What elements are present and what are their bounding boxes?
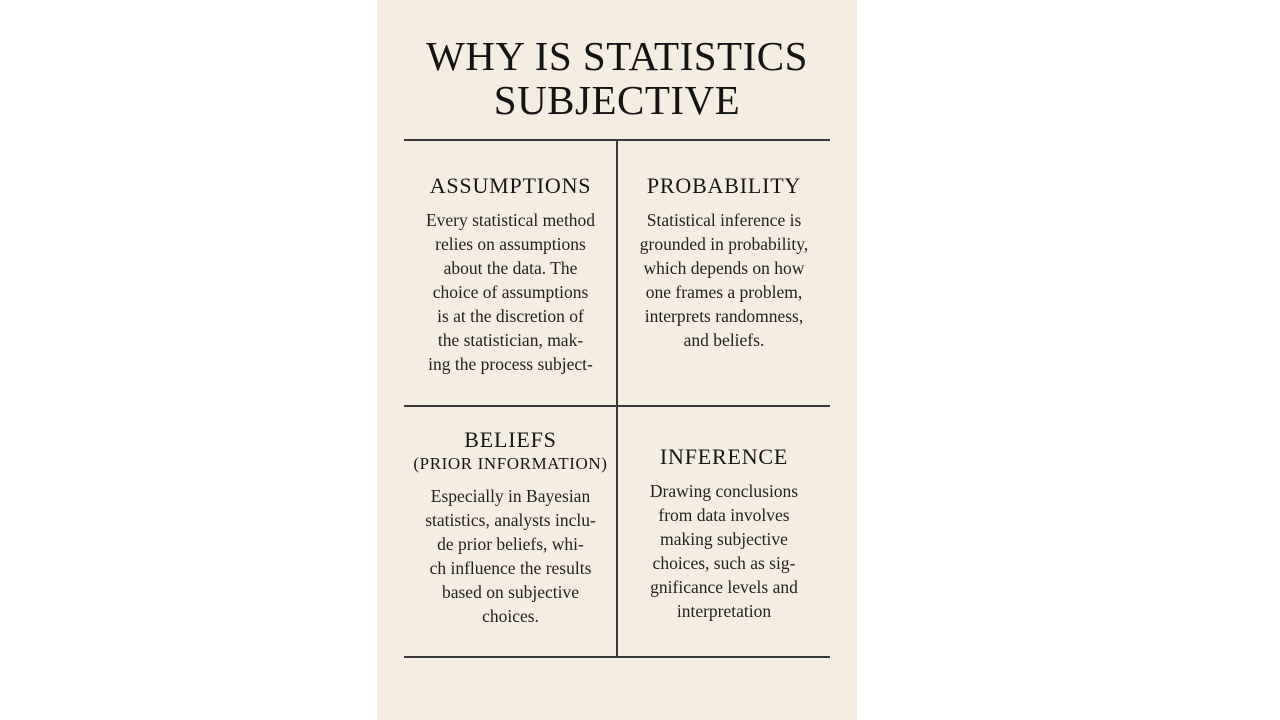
body-line: choices, such as sig-	[652, 553, 796, 573]
body-line: grounded in probability,	[639, 234, 809, 254]
quadrant-beliefs	[404, 427, 617, 628]
quadrant-probability	[618, 173, 830, 352]
quadrant-body	[404, 208, 617, 376]
body-line: about the data. The	[443, 258, 578, 278]
quadrant-heading: INFERENCE	[659, 444, 789, 469]
body-line: Especially in Bayesian	[430, 486, 591, 506]
quadrant-inference	[618, 444, 830, 623]
body-line: de prior beliefs, whi-	[437, 534, 584, 554]
body-line: one frames a problem,	[645, 282, 803, 302]
title-line-1: WHY IS STATISTICS	[426, 33, 808, 79]
quadrant-subheading: (PRIOR INFORMATION)	[413, 454, 608, 473]
quadrant-heading: BELIEFS	[464, 427, 557, 452]
body-line: Statistical inference is	[646, 210, 802, 230]
body-line: choice of assumptions	[432, 282, 589, 302]
title-line-2: SUBJECTIVE	[493, 77, 741, 123]
body-line: interprets randomness,	[644, 306, 804, 326]
body-line: ch influence the results	[429, 558, 592, 578]
body-line: statistics, analysts inclu-	[425, 510, 596, 530]
quadrant-heading: ASSUMPTIONS	[429, 173, 592, 198]
body-line: based on subjective	[441, 582, 580, 602]
quadrant-body	[618, 479, 830, 623]
body-line: the statistician, mak-	[437, 330, 584, 350]
quadrant-heading: PROBABILITY	[646, 173, 802, 198]
body-line: from data involves	[658, 505, 790, 525]
body-line: which depends on how	[643, 258, 805, 278]
quadrant-body	[618, 208, 830, 352]
body-line: ing the process subject-	[428, 354, 593, 374]
body-line: choices.	[482, 606, 539, 626]
body-line: gnificance levels and	[650, 577, 798, 597]
poster	[377, 0, 857, 720]
body-line: and beliefs.	[683, 330, 765, 350]
body-line: Drawing conclusions	[649, 481, 799, 501]
quadrant-body	[404, 484, 617, 628]
quadrant-assumptions	[404, 173, 617, 376]
body-line: Every statistical method	[425, 210, 596, 230]
body-line: making subjective	[660, 529, 788, 549]
body-line: interpretation	[676, 601, 772, 621]
body-line: is at the discretion of	[437, 306, 584, 326]
body-line: relies on assumptions	[435, 234, 586, 254]
page-title	[377, 34, 857, 122]
